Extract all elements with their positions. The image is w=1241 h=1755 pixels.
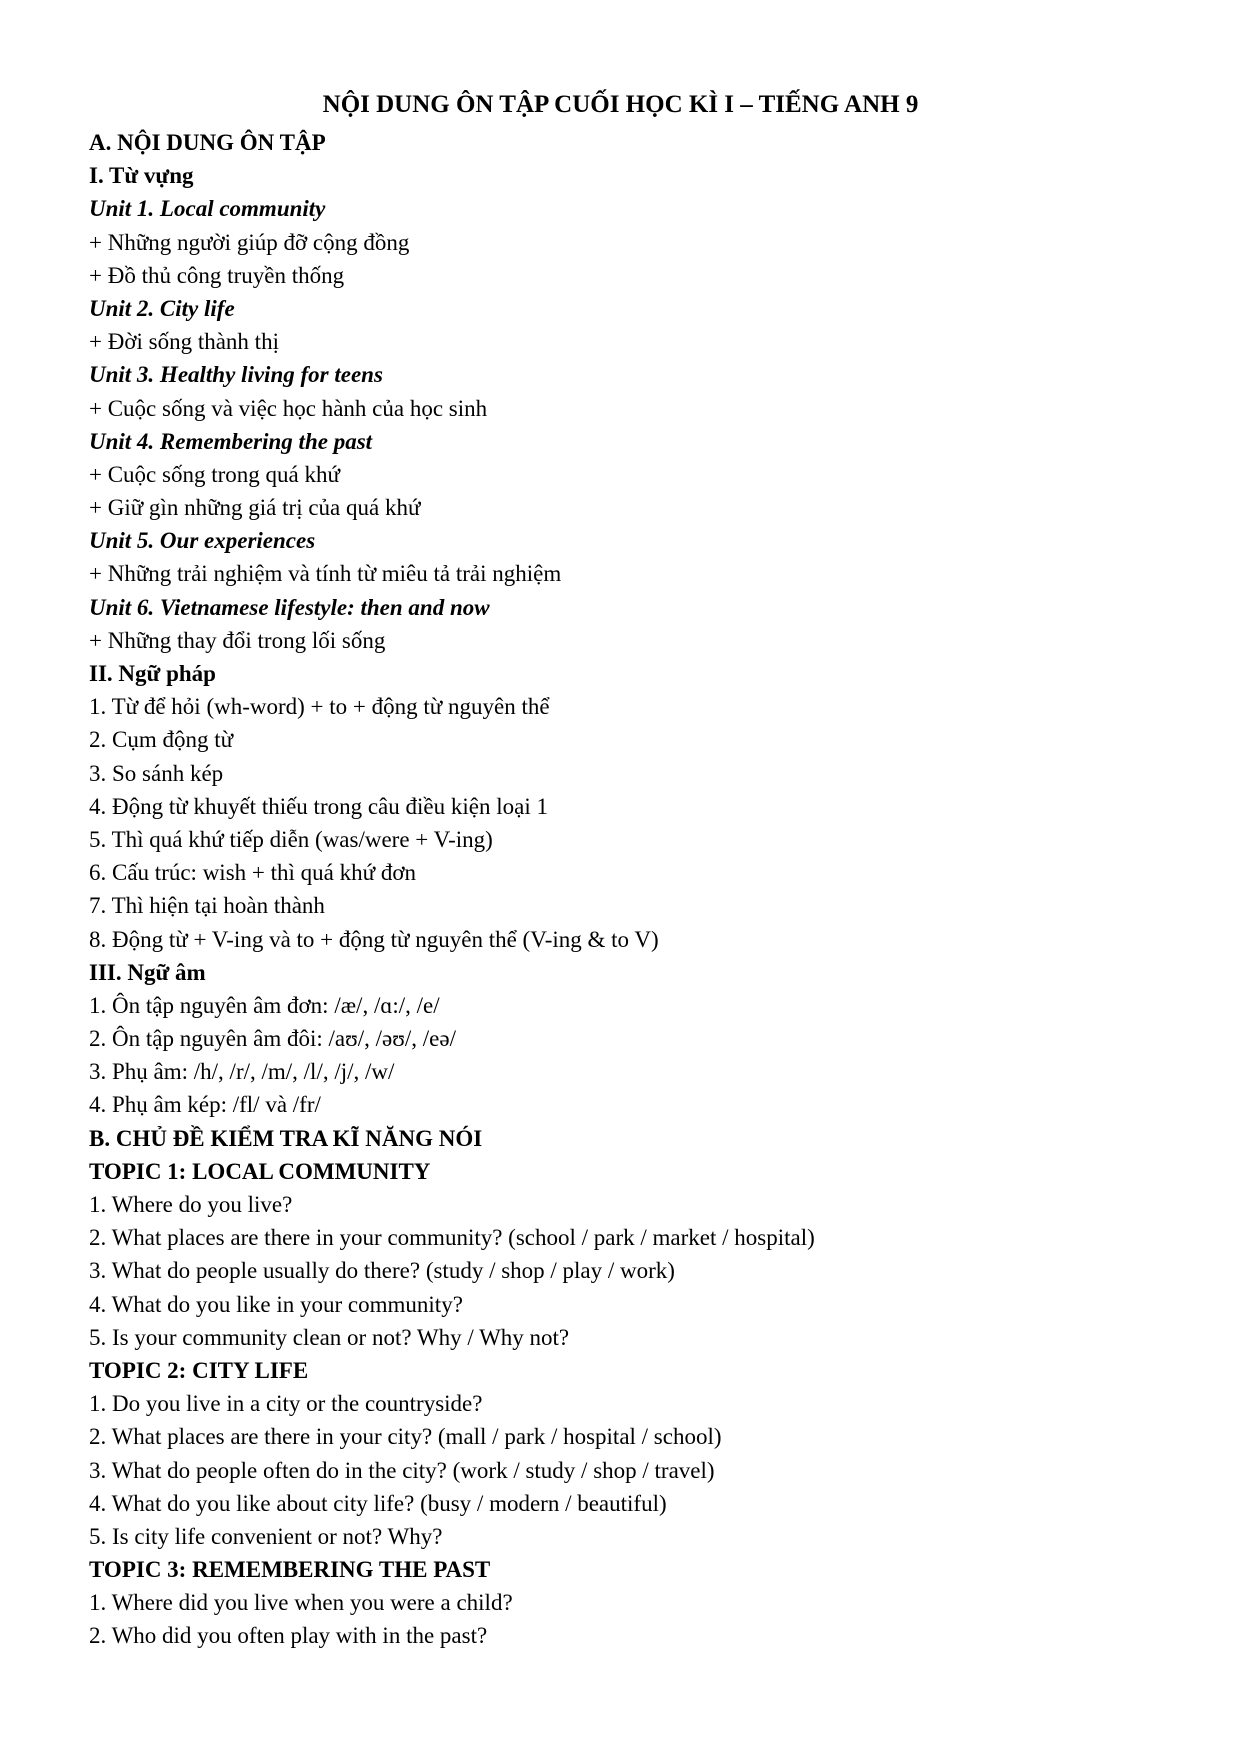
phonetics-item: 1. Ôn tập nguyên âm đơn: /æ/, /ɑ:/, /e/ — [89, 992, 440, 1018]
vocab-heading: I. Từ vựng — [89, 163, 194, 189]
topic-question: 3. What do people often do in the city? (work / study / shop / travel) — [89, 1457, 715, 1483]
topic-title: TOPIC 1: LOCAL COMMUNITY — [89, 1158, 431, 1184]
document-title: NỘI DUNG ÔN TẬP CUỐI HỌC KÌ I – TIẾNG ANH 9 — [322, 91, 919, 118]
grammar-item: 5. Thì quá khứ tiếp diễn (was/were + V-ing) — [89, 826, 493, 852]
unit-item: + Những thay đổi trong lối sống — [89, 627, 386, 653]
topic-question: 5. Is your community clean or not? Why / Why not? — [89, 1324, 570, 1350]
topic-title: TOPIC 3: REMEMBERING THE PAST — [89, 1557, 491, 1583]
unit-title: Unit 4. Remembering the past — [89, 428, 373, 454]
unit-item: + Những người giúp đỡ cộng đồng — [89, 229, 410, 255]
phonetics-item: 3. Phụ âm: /h/, /r/, /m/, /l/, /j/, /w/ — [89, 1059, 395, 1085]
unit-title: Unit 2. City life — [89, 295, 235, 321]
section-a-heading: A. NỘI DUNG ÔN TẬP — [89, 130, 326, 155]
unit-title: Unit 3. Healthy living for teens — [89, 362, 383, 388]
unit-item: + Đời sống thành thị — [89, 329, 279, 355]
topic-question: 4. What do you like about city life? (busy / modern / beautiful) — [89, 1490, 667, 1516]
unit-title: Unit 5. Our experiences — [89, 528, 316, 554]
section-b-heading: B. CHỦ ĐỀ KIỂM TRA KĨ NĂNG NÓI — [89, 1125, 483, 1151]
grammar-item: 7. Thì hiện tại hoàn thành — [89, 893, 325, 919]
unit-title: Unit 1. Local community — [89, 196, 326, 222]
topic-question: 3. What do people usually do there? (study / shop / play / work) — [89, 1258, 675, 1284]
unit-title: Unit 6. Vietnamese lifestyle: then and now — [89, 594, 490, 620]
topic-question: 5. Is city life convenient or not? Why? — [89, 1523, 443, 1549]
grammar-item: 3. So sánh kép — [89, 760, 224, 786]
topic-question: 1. Do you live in a city or the countryside? — [89, 1391, 483, 1417]
grammar-heading: II. Ngữ pháp — [89, 661, 216, 686]
unit-item: + Giữ gìn những giá trị của quá khứ — [89, 495, 421, 521]
grammar-item: 1. Từ để hỏi (wh-word) + to + động từ nguyên thể — [89, 694, 550, 720]
grammar-item: 4. Động từ khuyết thiếu trong câu điều kiện loại 1 — [89, 793, 548, 819]
unit-item: + Cuộc sống trong quá khứ — [89, 461, 340, 487]
phonetics-heading: III. Ngữ âm — [89, 959, 206, 985]
topic-question: 4. What do you like in your community? — [89, 1291, 463, 1317]
topic-question: 1. Where do you live? — [89, 1192, 293, 1217]
phonetics-item: 2. Ôn tập nguyên âm đôi: /aʊ/, /əʊ/, /eə/ — [89, 1026, 456, 1052]
topic-question: 1. Where did you live when you were a child? — [89, 1590, 513, 1616]
topic-title: TOPIC 2: CITY LIFE — [89, 1357, 309, 1383]
topic-question: 2. Who did you often play with in the past? — [89, 1623, 488, 1649]
document-body — [89, 126, 1169, 1653]
grammar-item: 8. Động từ + V-ing và to + động từ nguyên thể (V-ing & to V) — [89, 926, 659, 952]
unit-item: + Những trải nghiệm và tính từ miêu tả trải nghiệm — [89, 561, 562, 587]
unit-item: + Cuộc sống và việc học hành của học sinh — [89, 395, 488, 421]
grammar-item: 2. Cụm động từ — [89, 727, 234, 753]
grammar-item: 6. Cấu trúc: wish + thì quá khứ đơn — [89, 860, 416, 886]
topic-question: 2. What places are there in your city? (mall / park / hospital / school) — [89, 1424, 722, 1450]
unit-item: + Đồ thủ công truyền thống — [89, 262, 345, 288]
topic-question: 2. What places are there in your community? (school / park / market / hospital) — [89, 1225, 815, 1251]
phonetics-item: 4. Phụ âm kép: /fl/ và /fr/ — [89, 1092, 321, 1118]
